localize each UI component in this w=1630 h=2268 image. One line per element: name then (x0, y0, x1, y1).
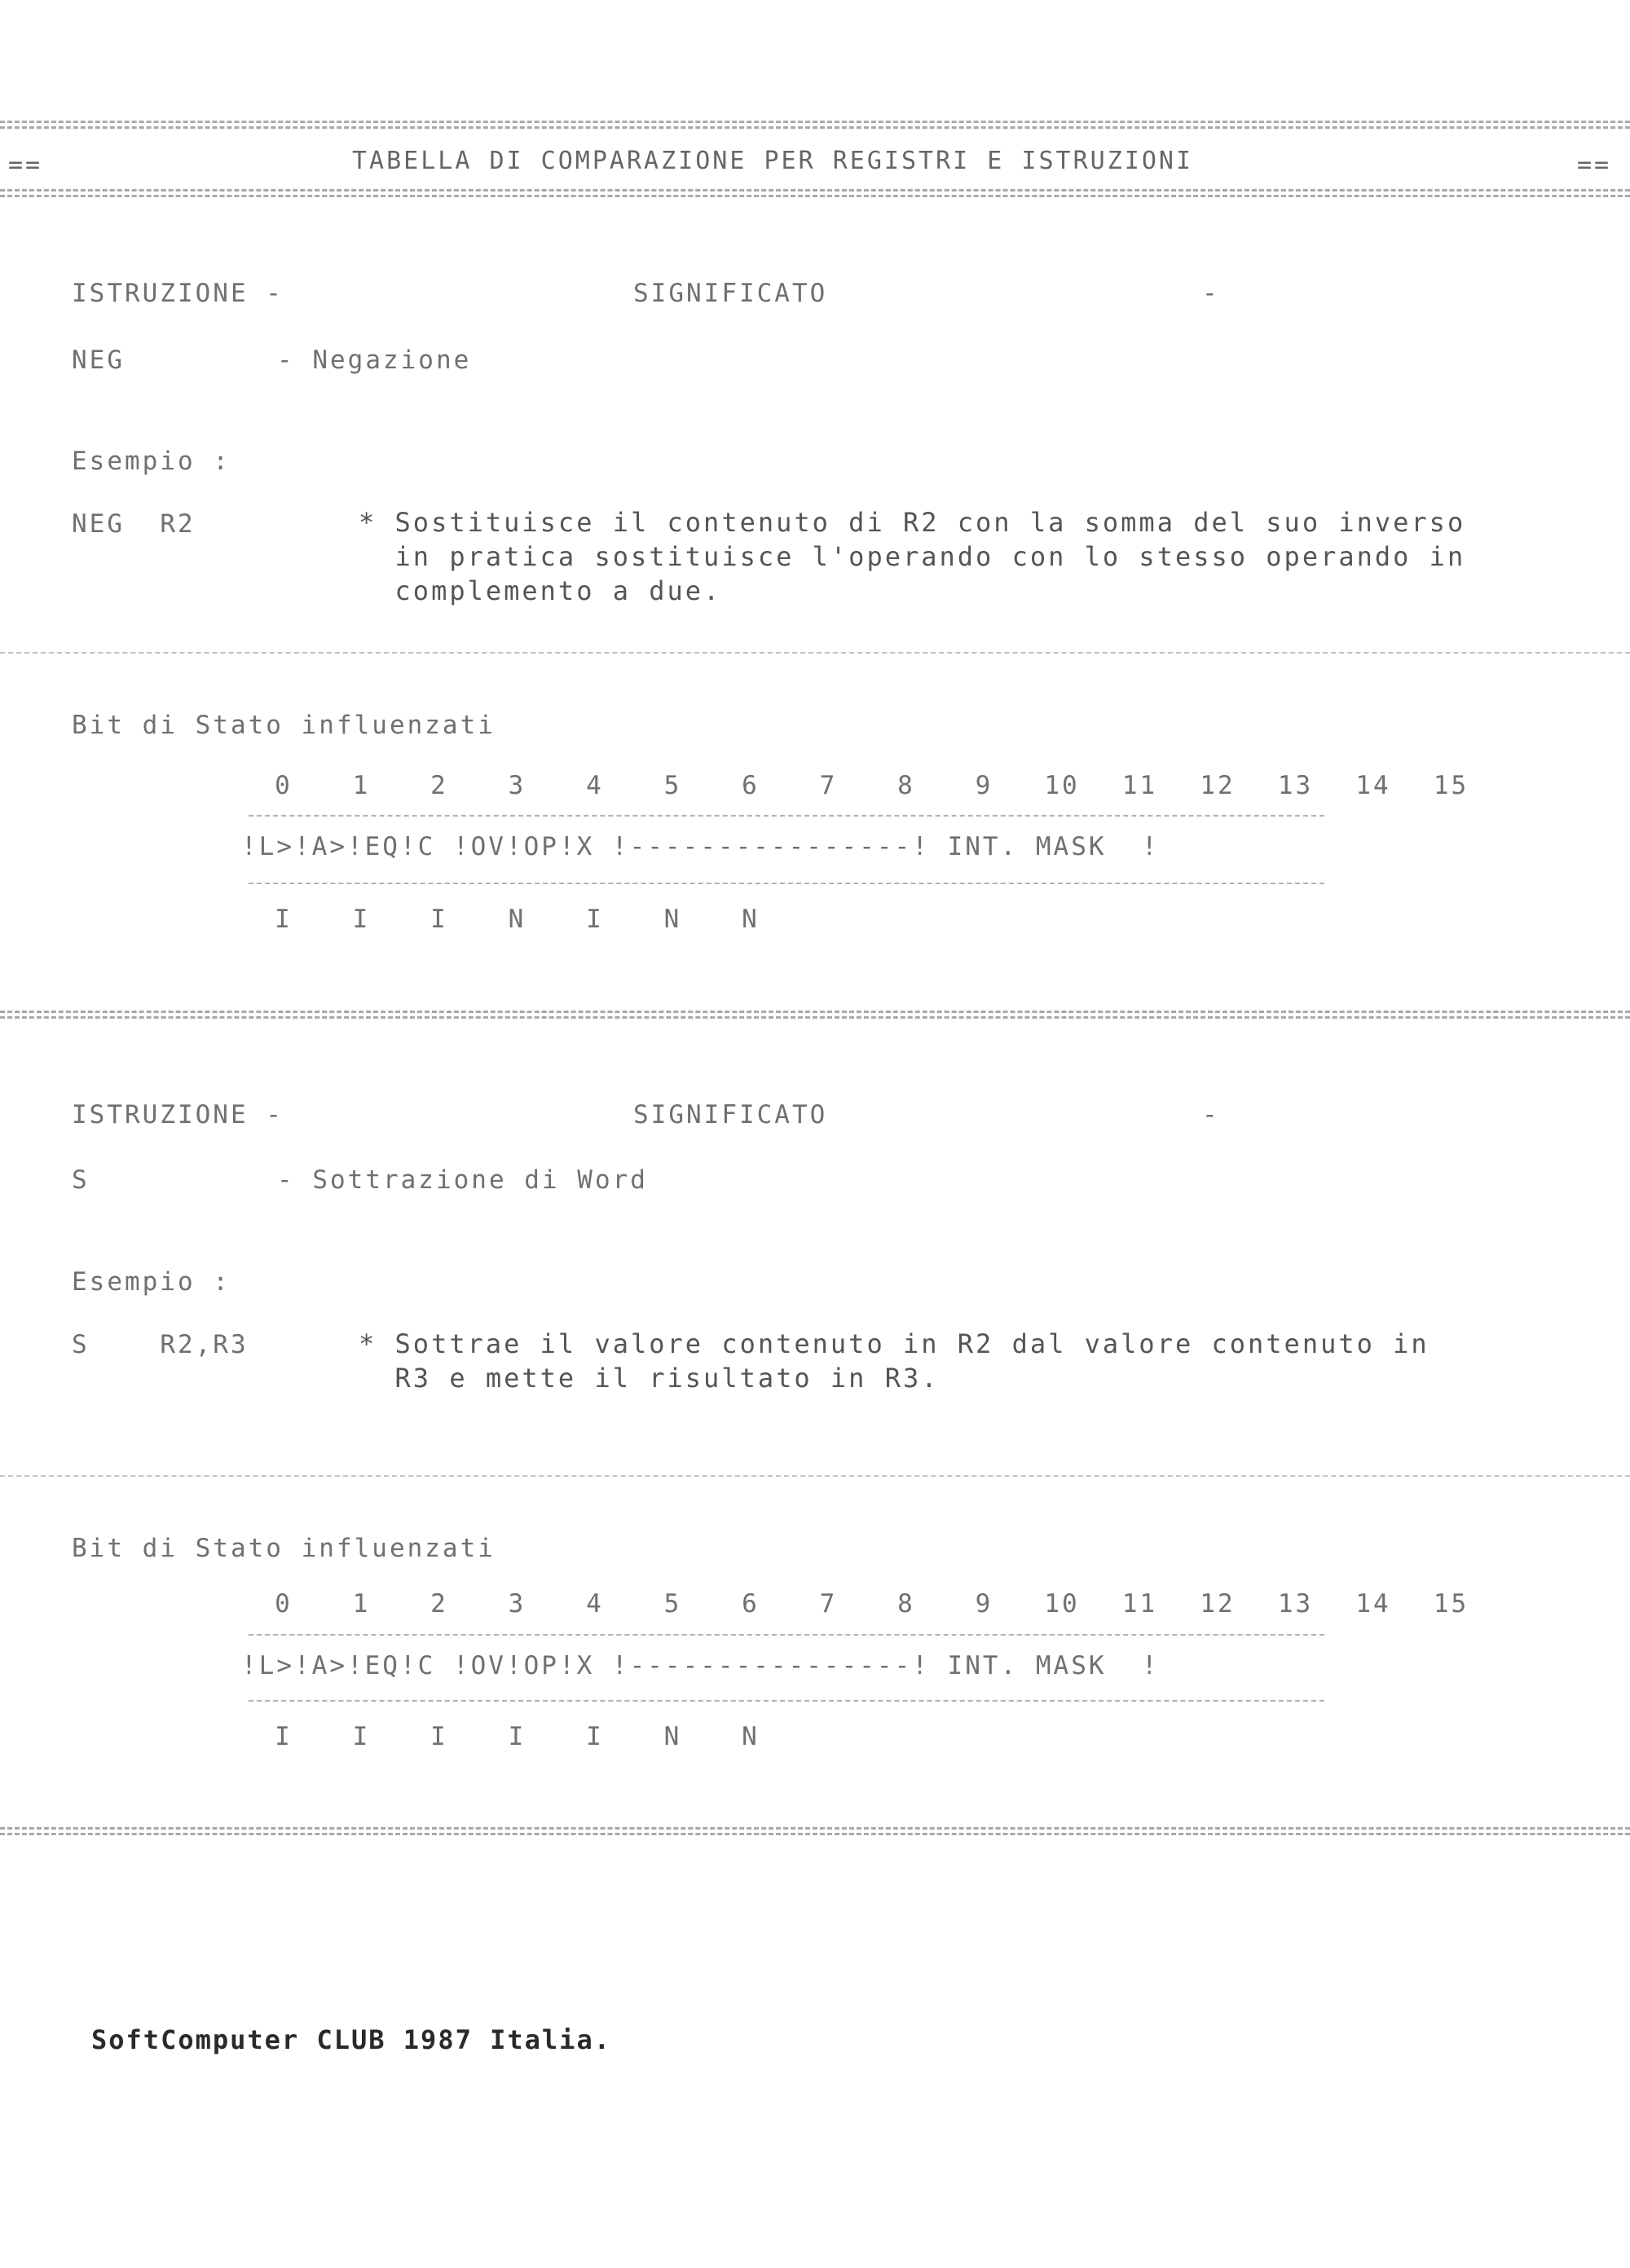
bit-index: 6 (742, 771, 760, 800)
flag-value: N (663, 1722, 682, 1751)
flag-value: N (742, 1722, 760, 1751)
flag-value: I (275, 905, 293, 934)
instruction-mnemonic: S (72, 1165, 90, 1195)
bit-index: 8 (897, 771, 915, 800)
flag-value: I (352, 905, 371, 934)
example-label: Esempio : (72, 447, 231, 476)
example-label: Esempio : (72, 1267, 231, 1297)
footer-credit: SoftComputer CLUB 1987 Italia. (91, 2024, 611, 2055)
header-edge-right: == (1577, 151, 1612, 179)
column-instruction-heading: ISTRUZIONE - (72, 279, 284, 308)
bit-index: 14 (1355, 1589, 1391, 1618)
flag-value: I (586, 1722, 604, 1751)
instruction-mnemonic: NEG (72, 346, 125, 375)
example-text-line: complemento a due. (359, 575, 722, 606)
example-text-line: R3 e mette il risultato in R3. (359, 1363, 940, 1394)
example-text-line: * Sostituisce il contenuto di R2 con la somma del suo inverso (359, 507, 1466, 538)
bit-index: 4 (586, 1589, 604, 1618)
register-row: !L>!A>!EQ!C !OV!OP!X !----------------! INT. MASK ! (241, 832, 1160, 861)
bits-label: Bit di Stato influenzati (72, 1534, 496, 1563)
bit-index: 2 (430, 771, 448, 800)
bit-index: 5 (663, 1589, 682, 1618)
register-box-bottom (249, 1700, 1324, 1702)
bit-index: 13 (1277, 771, 1314, 800)
bit-index: 8 (897, 1589, 915, 1618)
register-box-top (249, 1634, 1324, 1636)
column-meaning-heading: SIGNIFICATO (633, 1100, 828, 1130)
header-rule-top (0, 121, 1630, 129)
bit-index: 15 (1433, 1589, 1469, 1618)
bit-index: 11 (1121, 771, 1158, 800)
flag-value: I (275, 1722, 293, 1751)
register-box-bottom (249, 883, 1324, 884)
bit-index: 13 (1277, 1589, 1314, 1618)
bit-index: 7 (819, 771, 838, 800)
bit-index: 2 (430, 1589, 448, 1618)
bit-index: 1 (352, 771, 371, 800)
flag-value: I (430, 905, 448, 934)
bit-index: 3 (508, 1589, 526, 1618)
example-code: NEG R2 (72, 509, 196, 539)
bit-index: 7 (819, 1589, 838, 1618)
bit-index: 6 (742, 1589, 760, 1618)
column-meaning-heading: SIGNIFICATO (633, 279, 828, 308)
bit-index: 9 (975, 1589, 993, 1618)
flag-value: I (508, 1722, 526, 1751)
flag-value: N (508, 905, 526, 934)
bit-index: 5 (663, 771, 682, 800)
flag-value: I (586, 905, 604, 934)
register-row: !L>!A>!EQ!C !OV!OP!X !----------------! INT. MASK ! (241, 1651, 1160, 1680)
section-divider (0, 652, 1630, 654)
register-box-top (249, 815, 1324, 817)
bit-index: 0 (275, 1589, 293, 1618)
bit-index: 10 (1044, 1589, 1080, 1618)
bit-index: 12 (1200, 1589, 1236, 1618)
instruction-description: - Negazione (277, 346, 472, 375)
example-text-line: in pratica sostituisce l'operando con lo stesso operando in (359, 541, 1466, 572)
bit-index: 10 (1044, 771, 1080, 800)
flag-value: I (430, 1722, 448, 1751)
bit-index: 4 (586, 771, 604, 800)
column-end-marker: - (1202, 1100, 1220, 1130)
flag-value: N (663, 905, 682, 934)
header-edge-left: == (8, 151, 43, 179)
bit-index: 1 (352, 1589, 371, 1618)
example-text-line: * Sottrae il valore contenuto in R2 dal valore contenuto in (359, 1328, 1430, 1359)
bit-index: 9 (975, 771, 993, 800)
bit-index: 15 (1433, 771, 1469, 800)
column-instruction-heading: ISTRUZIONE - (72, 1100, 284, 1130)
section-separator (0, 1011, 1630, 1019)
bit-index: 14 (1355, 771, 1391, 800)
bit-index: 3 (508, 771, 526, 800)
example-code: S R2,R3 (72, 1330, 249, 1359)
column-end-marker: - (1202, 279, 1220, 308)
header-rule-bottom (0, 189, 1630, 197)
bits-label: Bit di Stato influenzati (72, 711, 496, 740)
bit-index: 11 (1121, 1589, 1158, 1618)
bit-index: 12 (1200, 771, 1236, 800)
flag-value: I (352, 1722, 371, 1751)
page-title: TABELLA DI COMPARAZIONE PER REGISTRI E ISTRUZIONI (352, 147, 1194, 175)
instruction-description: - Sottrazione di Word (277, 1165, 648, 1195)
section-divider (0, 1475, 1630, 1477)
flag-value: N (742, 905, 760, 934)
bit-index: 0 (275, 771, 293, 800)
section-separator (0, 1827, 1630, 1835)
